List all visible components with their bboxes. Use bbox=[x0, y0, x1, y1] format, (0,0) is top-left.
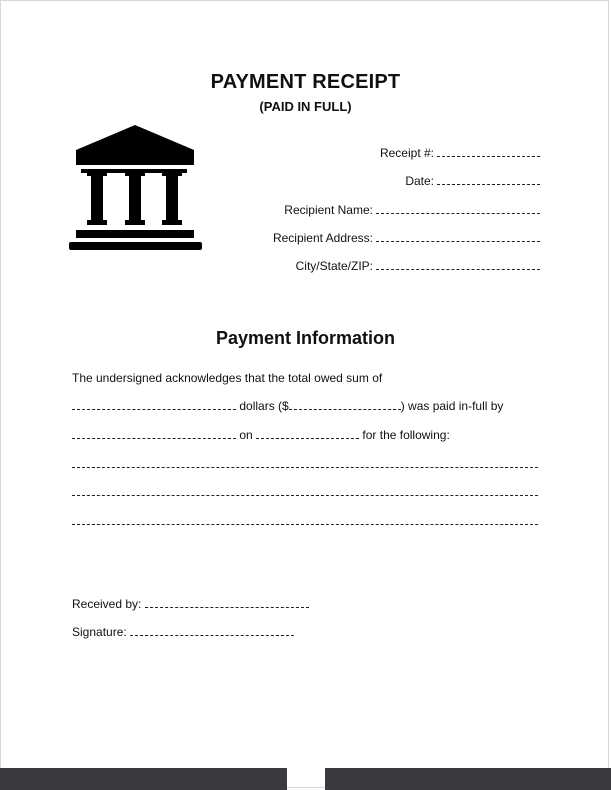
amount-words-line[interactable] bbox=[72, 399, 236, 410]
description-line-3[interactable] bbox=[72, 524, 538, 525]
recipient-name-line[interactable] bbox=[376, 203, 540, 214]
date-line[interactable] bbox=[437, 174, 540, 185]
amount-number-line[interactable] bbox=[289, 399, 401, 410]
recipient-address-line[interactable] bbox=[376, 231, 540, 242]
city-state-zip-line[interactable] bbox=[376, 259, 540, 270]
recipient-address-field[interactable] bbox=[273, 231, 540, 245]
recipient-address-label: Recipient Address: bbox=[272, 231, 373, 245]
receipt-number-field[interactable] bbox=[380, 146, 540, 160]
signature-line[interactable] bbox=[130, 625, 294, 636]
description-line-2[interactable] bbox=[72, 495, 538, 496]
signature-field[interactable] bbox=[72, 625, 294, 639]
date-label: Date: bbox=[405, 174, 434, 188]
description-line-1[interactable] bbox=[72, 467, 538, 468]
document-subtitle: (PAID IN FULL) bbox=[259, 99, 352, 114]
city-state-zip-label: City/State/ZIP: bbox=[295, 259, 373, 273]
recipient-name-label: Recipient Name: bbox=[284, 203, 373, 217]
payment-method-row bbox=[72, 428, 450, 442]
received-by-line[interactable] bbox=[145, 597, 309, 608]
signature-label: Signature: bbox=[72, 625, 127, 639]
receipt-number-label: Receipt #: bbox=[379, 146, 434, 160]
bank-building-icon bbox=[67, 124, 203, 252]
payment-date-line[interactable] bbox=[256, 428, 359, 439]
following-text: for the following: bbox=[362, 428, 450, 442]
payment-method-line[interactable] bbox=[72, 428, 236, 439]
received-by-field[interactable] bbox=[72, 597, 309, 611]
footer-bar-right bbox=[325, 768, 611, 790]
amount-row bbox=[72, 399, 503, 413]
received-by-label: Received by: bbox=[72, 597, 142, 611]
date-field[interactable] bbox=[405, 174, 540, 188]
paid-text: ) was paid in-full by bbox=[400, 399, 504, 413]
footer-bar-left bbox=[0, 768, 287, 790]
recipient-name-field[interactable] bbox=[284, 203, 540, 217]
city-state-zip-field[interactable] bbox=[296, 259, 540, 273]
dollars-text: dollars ($ bbox=[239, 399, 289, 413]
document-title: PAYMENT RECEIPT bbox=[210, 71, 401, 93]
on-text: on bbox=[239, 428, 253, 442]
receipt-number-line[interactable] bbox=[437, 146, 540, 157]
acknowledgement-text: The undersigned acknowledges that the total owed sum of bbox=[72, 371, 383, 385]
payment-info-heading: Payment Information bbox=[215, 328, 396, 348]
